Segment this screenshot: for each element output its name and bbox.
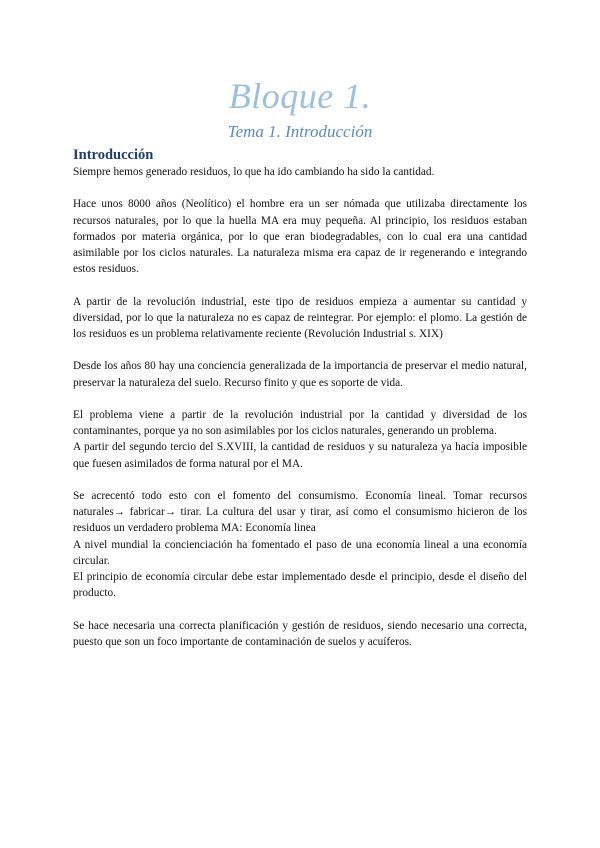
paragraph: Desde los años 80 hay una conciencia generalizada de la importancia de preservar el medio natural, preservar la naturaleza del suelo. Recurso finito y que es soporte de vida. bbox=[73, 360, 527, 389]
paragraph: El problema viene a partir de la revolución industrial por la cantidad y diversidad de los contaminantes, porque ya no son asimilables por los ciclos naturales, generando un problema. bbox=[73, 408, 527, 438]
paragraph: El principio de economía circular debe estar implementado desde el principio, desde el diseño del producto. bbox=[73, 571, 527, 600]
paragraph: Siempre hemos generado residuos, lo que ha ido cambiando ha sido la cantidad. bbox=[73, 166, 435, 178]
document-subtitle: Tema 1. Introducción bbox=[227, 122, 373, 141]
document-title: Bloque 1. bbox=[228, 76, 372, 116]
paragraph: Hace unos 8000 años (Neolítico) el hombre era un ser nómada que utilizaba directamente los recursos naturales, por lo que la huella MA era muy pequeña. Al principio, los residuos estaban formados por materia orgánica, por lo que eran biodegradables, con lo cual era una cantidad asimilable por los ciclos naturales. La naturaleza misma era capaz de ir regenerando e integrando estos residuos. bbox=[73, 198, 527, 276]
paragraph: A partir del segundo tercio del S.XVIII, la cantidad de residuos y su naturaleza ya hacía imposible que fuesen asimilados de forma natural por el MA. bbox=[73, 441, 527, 470]
paragraph: Se hace necesaria una correcta planificación y gestión de residuos, siendo necesario una correcta, puesto que son un foco importante de contaminación de suelos y acuíferos. bbox=[73, 619, 527, 648]
paragraph: Se acrecentó todo esto con el fomento del consumismo. Economía lineal. Tomar recursos naturales→ fabricar→ tirar. La cultura del usar y tirar, así como el consumismo hicieron de los residuos un verdadero problema MA: Economía linea bbox=[73, 489, 527, 535]
paragraph: A partir de la revolución industrial, este tipo de residuos empieza a aumentar su cantidad y diversidad, por lo que la naturaleza no es capaz de reintegrar. Por ejemplo: el plomo. La gestión de los residuos es un problema relativamente reciente (Revolución Industrial s. XIX) bbox=[73, 295, 527, 340]
section-heading: Introducción bbox=[73, 147, 154, 163]
document-body bbox=[73, 164, 527, 666]
paragraph: A nivel mundial la concienciación ha fomentado el paso de una economía lineal a una economía circular. bbox=[73, 538, 527, 567]
